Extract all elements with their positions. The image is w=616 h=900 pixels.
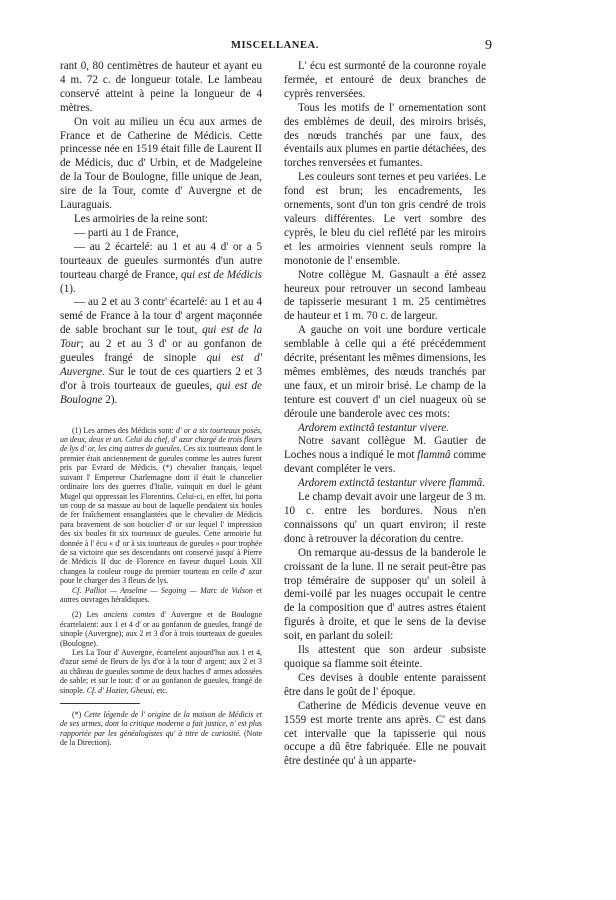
paragraph: Les armoiries de la reine sont: (74, 212, 209, 225)
paragraph: Tous les motifs de l' ornementation sont des emblèmes de deuil, des miroirs brisés, des nœuds tranchés par une faux, des éventails aux plumes en partie détachées, des torches renversées et fumantes. (284, 101, 486, 170)
text-run: . Sur le tout de ces quartiers 2 et 3 d'or à trois tourteaux de gueules, (60, 365, 262, 392)
left-column (60, 60, 262, 748)
text-run: (1) Les armes des Médicis sont: (72, 425, 176, 435)
running-title: MISCELLANEA. (230, 40, 319, 51)
text-run: Notre savant collègue M. Gautier de Loches nous a indiqué le mot (284, 435, 486, 462)
text-run: — au 2 écartelé: au 1 et au 4 d' or a 5 tourteaux de gueules surmontés d'un autre tourteau chargé de France, (60, 240, 262, 281)
text-run: (2) Les (72, 610, 104, 620)
paragraph: — parti au 1 de France, (74, 226, 179, 239)
italic-run: Cf. d' Hozier, Gheusi, (86, 685, 155, 695)
paragraph: Le champ devait avoir une largeur de 3 m. 10 c. entre les bordures. Nous n'en connaissons qu' un quart environ; il reste donc à retrouver la décoration du centre. (284, 491, 487, 545)
italic-run: flammâ (417, 449, 451, 462)
italic-run: anciens comtes (103, 610, 155, 620)
italic-run: qui est de la Tour (60, 324, 262, 351)
paragraph: Notre collègue M. Gasnault a été assez heureux pour retrouver un second lambeau de tapisserie mesurant 1 m. 25 centimètres de hauteur et 1 m. 70 c. de largeur. (284, 268, 486, 323)
text-run: (1). (60, 282, 76, 295)
footnote-star (60, 710, 262, 748)
text-run: ; au 2 et au 3 d' or au gonfanon de gueules frangé de sinople (60, 338, 262, 365)
paragraph: Ils attestent que son ardeur subsiste quoique sa flamme soit éteinte. (284, 644, 486, 670)
italic-run: Cette légende de l' origine de la maison de Médicis et de ses armes, dont la critique moderne a fait justice, n' est plus rapportée par les généalogistes qu' à titre de curiosité. (60, 710, 262, 738)
motto-completed (284, 477, 486, 491)
paragraph: On voit au milieu un écu aux armes de France et de Catherine de Médicis. Cette princesse née en 1519 était fille de Laurent II de Médicis, duc d' Urbin, et de Madgeleine de la Tour de Boulogne, fille unique de Jean, sire de la Tour, comte d' Auvergne et de Lauraguais. (60, 115, 262, 212)
text-run: 2). (102, 393, 118, 406)
text-run: comme devant compléter le vers. (284, 449, 486, 476)
text-run: (Note de la Direction). (60, 728, 262, 748)
paragraph: A gauche on voit une bordure verticale semblable à celle qui a été précédemment décrite, présentant les mêmes dimensions, les mêmes emblèmes, des nœuds tranchés par une faux, et un miroir brisé. Le champ de la tenture est couvert d' un ciel nuageux où se déroule une banderole avec ces mots: (284, 324, 486, 420)
text-run: etc. (154, 685, 168, 695)
text-run: (*) (72, 710, 85, 720)
paragraph: On remarque au-dessus de la banderole le croissant de la lune. Il ne serait peut-être pas trop téméraire de supposer qu' un soleil à demi-voilé par les nuages occupait le centre de la composition que d' autres astres étaient figurés à droite, et que le sens de la devise soit, en parlant du soleil: (284, 546, 486, 643)
paragraph (60, 296, 262, 407)
footnote-1-references (60, 586, 262, 605)
right-column (284, 60, 486, 769)
paragraph: Catherine de Médicis devenue veuve en 1559 est morte trente ans après. C' est dans cet intervalle que la tapisserie qui nous occupe a dû être fabriquée. Elle ne pouvait être destinée qu' à un apparte- (284, 699, 486, 768)
footnote-1 (60, 426, 262, 586)
footnote-2-continued (60, 648, 262, 695)
paragraph (284, 435, 486, 477)
page-header (60, 40, 490, 56)
italic-run: qui est de Boulogne (60, 379, 262, 406)
page-number: 9 (485, 38, 492, 53)
text-run: Ces six tourteaux dont le premier était anciennement de gueules comme les autres furent pris par Evrard de Médicis, (*) chevalier français, lequel suivant l' Empereur Charlemagne dont il était le chancelier ordinaire lors des guerres d'Italie, vainquit en duel le géant Mugel qui oppressait les Florentins. Celui-ci, en effet, lui porta un coup de sa massue au bout de laquelle pendaient six boules de fer fraîchement ensanglantées que le chevalier de Médicis para bravement de son bouclier d' or sur lequel l' impression des six boules fit six tourteaux de gueules. Cette armoirie fut donnée à l' écu « d' or à six tourteaux de gueules » pour trophée de sa victoire que ses descendants ont conservé jusqu' à Pierre de Médicis II duc de Florence en faveur duquel Louis XII changea la couleur rouge du premier tourteau en celle d' azur pour le charger des 3 fleurs de lys. (60, 444, 262, 586)
paragraph (60, 241, 262, 297)
italic-run: d' or a six tourteaux posés, un deux, deux et un. Celui du chef, d' azur chargé de trois fleurs de lys d' or, les cinq autres de gueules. (60, 425, 262, 454)
footnote-2 (60, 610, 262, 648)
paragraph: Les couleurs sont ternes et peu variées. Le fond est brun; les encadrements, les ornements, sont d'un ton gris cendré de trois valeurs différentes. Le vert sombre des cyprès, le bleu du ciel reflété par les miroirs et les armoiries viennent seuls rompre la monotonie de l' ensemble. (284, 171, 486, 267)
footnote-divider (60, 703, 140, 704)
paragraph: rant 0, 80 centimètres de hauteur et ayant eu 4 m. 72 c. de longueur totale. Le lambeau conservé atteint à peine la longueur de 4 mètres. (60, 60, 262, 114)
italic-run: Cf. Palliot — Anselme — Segoing — Marc de Vulson (72, 585, 253, 595)
paragraph: L' écu est surmonté de la couronne royale fermée, et entouré de deux branches de cyprès renversées. (284, 60, 486, 100)
paragraph: Ces devises à double entente paraissent être dans le goût de l' époque. (284, 671, 486, 698)
italic-run: Ardorem extinctâ testantur vivere. (298, 421, 449, 434)
text-run: Les La Tour d' Auvergne, écartelent aujourd'hui aux 1 et 4, d'azur semé de fleurs de lys d'or à la tour d' argent; aux 2 et 3 au château de gueules somme de deux haches d' armes adossées de sable; et sur le tout: d' or au gonfanon de gueules, frangé de sinople. (60, 648, 262, 695)
text-run: et autres ouvrages héraldiques. (60, 585, 262, 604)
text-run: d' Auvergne et de Boulogne écartelaient: aux 1 et 4 d' or au gonfanon de gueules, frangé de sinople (Auvergne); aux 2 et 3 d'or à trois tourteaux de gueules (Boulogne). (60, 610, 263, 648)
text-run: — au 2 et au 3 contr' écartelé: au 1 et au 4 semé de France à la tour d' argent maçonnée de sable brochant sur le tout, (60, 296, 262, 337)
footnotes (60, 426, 262, 748)
italic-run: qui est de Médicis (181, 268, 262, 281)
italic-run: qui est d' Auvergne (60, 352, 262, 378)
italic-run: Ardorem extinctâ testantur vivere flammâ. (298, 477, 486, 490)
motto (284, 422, 486, 436)
